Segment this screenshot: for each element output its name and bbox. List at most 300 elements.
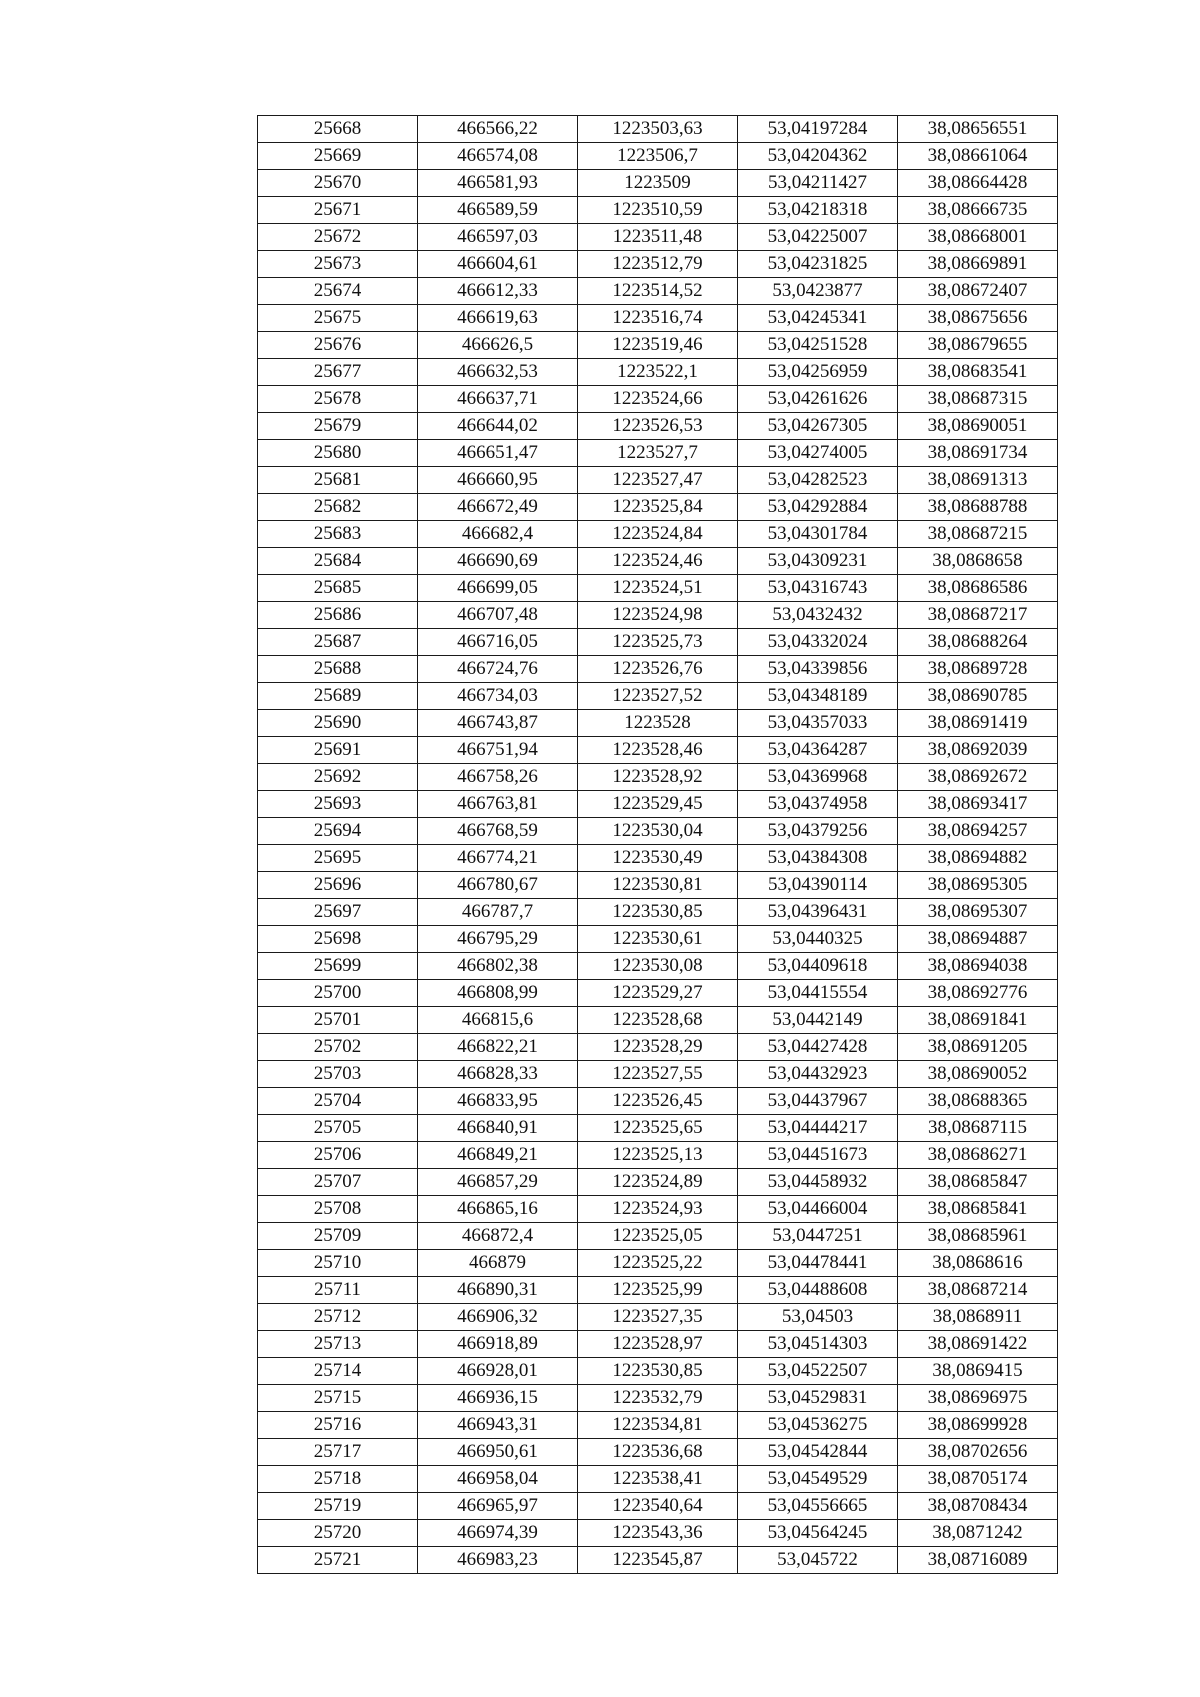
table-row	[258, 1439, 1058, 1466]
x-coordinate-cell: 466682,4	[418, 521, 578, 548]
longitude-cell: 38,08690051	[898, 413, 1058, 440]
table-row	[258, 1007, 1058, 1034]
y-coordinate-cell: 1223528,29	[578, 1034, 738, 1061]
longitude-cell: 38,08661064	[898, 143, 1058, 170]
y-coordinate-cell: 1223526,76	[578, 656, 738, 683]
table-row	[258, 251, 1058, 278]
latitude-cell: 53,0423877	[738, 278, 898, 305]
x-coordinate-cell: 466815,6	[418, 1007, 578, 1034]
y-coordinate-cell: 1223524,89	[578, 1169, 738, 1196]
point-number-cell: 25720	[258, 1520, 418, 1547]
point-number-cell: 25709	[258, 1223, 418, 1250]
latitude-cell: 53,0447251	[738, 1223, 898, 1250]
x-coordinate-cell: 466637,71	[418, 386, 578, 413]
longitude-cell: 38,08685961	[898, 1223, 1058, 1250]
y-coordinate-cell: 1223512,79	[578, 251, 738, 278]
point-number-cell: 25691	[258, 737, 418, 764]
y-coordinate-cell: 1223524,98	[578, 602, 738, 629]
point-number-cell: 25713	[258, 1331, 418, 1358]
x-coordinate-cell: 466724,76	[418, 656, 578, 683]
longitude-cell: 38,08691734	[898, 440, 1058, 467]
x-coordinate-cell: 466644,02	[418, 413, 578, 440]
latitude-cell: 53,04364287	[738, 737, 898, 764]
table-row	[258, 521, 1058, 548]
table-row	[258, 440, 1058, 467]
table-row	[258, 1547, 1058, 1574]
longitude-cell: 38,08699928	[898, 1412, 1058, 1439]
latitude-cell: 53,04458932	[738, 1169, 898, 1196]
y-coordinate-cell: 1223514,52	[578, 278, 738, 305]
latitude-cell: 53,045722	[738, 1547, 898, 1574]
y-coordinate-cell: 1223526,45	[578, 1088, 738, 1115]
y-coordinate-cell: 1223530,04	[578, 818, 738, 845]
point-number-cell: 25688	[258, 656, 418, 683]
y-coordinate-cell: 1223528,97	[578, 1331, 738, 1358]
y-coordinate-cell: 1223527,55	[578, 1061, 738, 1088]
longitude-cell: 38,08688365	[898, 1088, 1058, 1115]
x-coordinate-cell: 466950,61	[418, 1439, 578, 1466]
x-coordinate-cell: 466774,21	[418, 845, 578, 872]
longitude-cell: 38,08685847	[898, 1169, 1058, 1196]
latitude-cell: 53,04231825	[738, 251, 898, 278]
point-number-cell: 25697	[258, 899, 418, 926]
point-number-cell: 25682	[258, 494, 418, 521]
point-number-cell: 25693	[258, 791, 418, 818]
longitude-cell: 38,08708434	[898, 1493, 1058, 1520]
table-row	[258, 278, 1058, 305]
longitude-cell: 38,08702656	[898, 1439, 1058, 1466]
table-row	[258, 872, 1058, 899]
x-coordinate-cell: 466707,48	[418, 602, 578, 629]
point-number-cell: 25672	[258, 224, 418, 251]
longitude-cell: 38,08685841	[898, 1196, 1058, 1223]
table-row	[258, 1331, 1058, 1358]
x-coordinate-cell: 466802,38	[418, 953, 578, 980]
latitude-cell: 53,04384308	[738, 845, 898, 872]
longitude-cell: 38,0869415	[898, 1358, 1058, 1385]
latitude-cell: 53,04339856	[738, 656, 898, 683]
longitude-cell: 38,08695307	[898, 899, 1058, 926]
latitude-cell: 53,04432923	[738, 1061, 898, 1088]
latitude-cell: 53,04549529	[738, 1466, 898, 1493]
longitude-cell: 38,08683541	[898, 359, 1058, 386]
y-coordinate-cell: 1223527,35	[578, 1304, 738, 1331]
table-row	[258, 764, 1058, 791]
latitude-cell: 53,04374958	[738, 791, 898, 818]
x-coordinate-cell: 466589,59	[418, 197, 578, 224]
table-row	[258, 1304, 1058, 1331]
table-row	[258, 629, 1058, 656]
x-coordinate-cell: 466808,99	[418, 980, 578, 1007]
longitude-cell: 38,08694257	[898, 818, 1058, 845]
x-coordinate-cell: 466983,23	[418, 1547, 578, 1574]
x-coordinate-cell: 466651,47	[418, 440, 578, 467]
longitude-cell: 38,08686586	[898, 575, 1058, 602]
point-number-cell: 25707	[258, 1169, 418, 1196]
longitude-cell: 38,08691205	[898, 1034, 1058, 1061]
point-number-cell: 25700	[258, 980, 418, 1007]
longitude-cell: 38,08688788	[898, 494, 1058, 521]
y-coordinate-cell: 1223503,63	[578, 116, 738, 143]
table-row	[258, 386, 1058, 413]
longitude-cell: 38,08687215	[898, 521, 1058, 548]
y-coordinate-cell: 1223510,59	[578, 197, 738, 224]
y-coordinate-cell: 1223540,64	[578, 1493, 738, 1520]
y-coordinate-cell: 1223527,47	[578, 467, 738, 494]
y-coordinate-cell: 1223524,66	[578, 386, 738, 413]
x-coordinate-cell: 466833,95	[418, 1088, 578, 1115]
longitude-cell: 38,08664428	[898, 170, 1058, 197]
longitude-cell: 38,08690052	[898, 1061, 1058, 1088]
x-coordinate-cell: 466828,33	[418, 1061, 578, 1088]
latitude-cell: 53,04369968	[738, 764, 898, 791]
point-number-cell: 25694	[258, 818, 418, 845]
table-row	[258, 1223, 1058, 1250]
table-row	[258, 1412, 1058, 1439]
y-coordinate-cell: 1223525,05	[578, 1223, 738, 1250]
latitude-cell: 53,04316743	[738, 575, 898, 602]
x-coordinate-cell: 466619,63	[418, 305, 578, 332]
latitude-cell: 53,04564245	[738, 1520, 898, 1547]
latitude-cell: 53,04466004	[738, 1196, 898, 1223]
longitude-cell: 38,08656551	[898, 116, 1058, 143]
point-number-cell: 25676	[258, 332, 418, 359]
table-row	[258, 1466, 1058, 1493]
y-coordinate-cell: 1223528,68	[578, 1007, 738, 1034]
point-number-cell: 25701	[258, 1007, 418, 1034]
latitude-cell: 53,0432432	[738, 602, 898, 629]
point-number-cell: 25668	[258, 116, 418, 143]
y-coordinate-cell: 1223526,53	[578, 413, 738, 440]
x-coordinate-cell: 466690,69	[418, 548, 578, 575]
x-coordinate-cell: 466566,22	[418, 116, 578, 143]
point-number-cell: 25671	[258, 197, 418, 224]
longitude-cell: 38,08692672	[898, 764, 1058, 791]
x-coordinate-cell: 466974,39	[418, 1520, 578, 1547]
y-coordinate-cell: 1223519,46	[578, 332, 738, 359]
table-body	[258, 116, 1058, 1574]
x-coordinate-cell: 466780,67	[418, 872, 578, 899]
longitude-cell: 38,08691313	[898, 467, 1058, 494]
longitude-cell: 38,08666735	[898, 197, 1058, 224]
x-coordinate-cell: 466872,4	[418, 1223, 578, 1250]
y-coordinate-cell: 1223506,7	[578, 143, 738, 170]
x-coordinate-cell: 466751,94	[418, 737, 578, 764]
y-coordinate-cell: 1223529,27	[578, 980, 738, 1007]
x-coordinate-cell: 466865,16	[418, 1196, 578, 1223]
latitude-cell: 53,04503	[738, 1304, 898, 1331]
point-number-cell: 25712	[258, 1304, 418, 1331]
table-row	[258, 1115, 1058, 1142]
latitude-cell: 53,04437967	[738, 1088, 898, 1115]
latitude-cell: 53,04488608	[738, 1277, 898, 1304]
x-coordinate-cell: 466795,29	[418, 926, 578, 953]
x-coordinate-cell: 466660,95	[418, 467, 578, 494]
y-coordinate-cell: 1223530,85	[578, 1358, 738, 1385]
y-coordinate-cell: 1223530,85	[578, 899, 738, 926]
point-number-cell: 25719	[258, 1493, 418, 1520]
y-coordinate-cell: 1223543,36	[578, 1520, 738, 1547]
y-coordinate-cell: 1223525,99	[578, 1277, 738, 1304]
latitude-cell: 53,04348189	[738, 683, 898, 710]
latitude-cell: 53,04332024	[738, 629, 898, 656]
longitude-cell: 38,0868658	[898, 548, 1058, 575]
longitude-cell: 38,08691841	[898, 1007, 1058, 1034]
longitude-cell: 38,08686271	[898, 1142, 1058, 1169]
y-coordinate-cell: 1223527,7	[578, 440, 738, 467]
point-number-cell: 25686	[258, 602, 418, 629]
point-number-cell: 25706	[258, 1142, 418, 1169]
table-row	[258, 494, 1058, 521]
coordinates-table	[257, 115, 1058, 1574]
latitude-cell: 53,04282523	[738, 467, 898, 494]
point-number-cell: 25710	[258, 1250, 418, 1277]
longitude-cell: 38,08672407	[898, 278, 1058, 305]
latitude-cell: 53,04256959	[738, 359, 898, 386]
x-coordinate-cell: 466857,29	[418, 1169, 578, 1196]
table-row	[258, 1034, 1058, 1061]
table-row	[258, 1250, 1058, 1277]
table-row	[258, 791, 1058, 818]
latitude-cell: 53,04529831	[738, 1385, 898, 1412]
x-coordinate-cell: 466604,61	[418, 251, 578, 278]
x-coordinate-cell: 466758,26	[418, 764, 578, 791]
point-number-cell: 25714	[258, 1358, 418, 1385]
table-row	[258, 1493, 1058, 1520]
x-coordinate-cell: 466879	[418, 1250, 578, 1277]
point-number-cell: 25679	[258, 413, 418, 440]
latitude-cell: 53,04390114	[738, 872, 898, 899]
x-coordinate-cell: 466965,97	[418, 1493, 578, 1520]
y-coordinate-cell: 1223530,61	[578, 926, 738, 953]
longitude-cell: 38,08693417	[898, 791, 1058, 818]
point-number-cell: 25699	[258, 953, 418, 980]
longitude-cell: 38,08691422	[898, 1331, 1058, 1358]
point-number-cell: 25681	[258, 467, 418, 494]
table-row	[258, 656, 1058, 683]
latitude-cell: 53,04478441	[738, 1250, 898, 1277]
y-coordinate-cell: 1223524,93	[578, 1196, 738, 1223]
table-row	[258, 467, 1058, 494]
y-coordinate-cell: 1223509	[578, 170, 738, 197]
table-row	[258, 602, 1058, 629]
point-number-cell: 25692	[258, 764, 418, 791]
x-coordinate-cell: 466890,31	[418, 1277, 578, 1304]
table-row	[258, 116, 1058, 143]
y-coordinate-cell: 1223536,68	[578, 1439, 738, 1466]
latitude-cell: 53,04292884	[738, 494, 898, 521]
latitude-cell: 53,04556665	[738, 1493, 898, 1520]
table-row	[258, 953, 1058, 980]
latitude-cell: 53,04309231	[738, 548, 898, 575]
y-coordinate-cell: 1223530,08	[578, 953, 738, 980]
longitude-cell: 38,08668001	[898, 224, 1058, 251]
longitude-cell: 38,08679655	[898, 332, 1058, 359]
y-coordinate-cell: 1223527,52	[578, 683, 738, 710]
latitude-cell: 53,04267305	[738, 413, 898, 440]
y-coordinate-cell: 1223525,84	[578, 494, 738, 521]
latitude-cell: 53,04245341	[738, 305, 898, 332]
table-row	[258, 737, 1058, 764]
y-coordinate-cell: 1223529,45	[578, 791, 738, 818]
point-number-cell: 25683	[258, 521, 418, 548]
latitude-cell: 53,04444217	[738, 1115, 898, 1142]
longitude-cell: 38,08696975	[898, 1385, 1058, 1412]
point-number-cell: 25684	[258, 548, 418, 575]
longitude-cell: 38,08694882	[898, 845, 1058, 872]
longitude-cell: 38,08687214	[898, 1277, 1058, 1304]
table-row	[258, 710, 1058, 737]
latitude-cell: 53,04197284	[738, 116, 898, 143]
x-coordinate-cell: 466597,03	[418, 224, 578, 251]
point-number-cell: 25702	[258, 1034, 418, 1061]
x-coordinate-cell: 466787,7	[418, 899, 578, 926]
longitude-cell: 38,0871242	[898, 1520, 1058, 1547]
longitude-cell: 38,08695305	[898, 872, 1058, 899]
table-row	[258, 899, 1058, 926]
point-number-cell: 25708	[258, 1196, 418, 1223]
point-number-cell: 25670	[258, 170, 418, 197]
longitude-cell: 38,08675656	[898, 305, 1058, 332]
table-row	[258, 683, 1058, 710]
table-row	[258, 818, 1058, 845]
x-coordinate-cell: 466768,59	[418, 818, 578, 845]
latitude-cell: 53,04415554	[738, 980, 898, 1007]
x-coordinate-cell: 466822,21	[418, 1034, 578, 1061]
table-row	[258, 1169, 1058, 1196]
latitude-cell: 53,04514303	[738, 1331, 898, 1358]
longitude-cell: 38,08694038	[898, 953, 1058, 980]
point-number-cell: 25669	[258, 143, 418, 170]
y-coordinate-cell: 1223524,84	[578, 521, 738, 548]
longitude-cell: 38,08694887	[898, 926, 1058, 953]
table-row	[258, 926, 1058, 953]
y-coordinate-cell: 1223525,13	[578, 1142, 738, 1169]
latitude-cell: 53,04211427	[738, 170, 898, 197]
table-row	[258, 170, 1058, 197]
x-coordinate-cell: 466743,87	[418, 710, 578, 737]
longitude-cell: 38,08691419	[898, 710, 1058, 737]
longitude-cell: 38,08687115	[898, 1115, 1058, 1142]
table-row	[258, 359, 1058, 386]
y-coordinate-cell: 1223538,41	[578, 1466, 738, 1493]
longitude-cell: 38,08692039	[898, 737, 1058, 764]
latitude-cell: 53,04261626	[738, 386, 898, 413]
x-coordinate-cell: 466699,05	[418, 575, 578, 602]
point-number-cell: 25703	[258, 1061, 418, 1088]
table-row	[258, 143, 1058, 170]
x-coordinate-cell: 466958,04	[418, 1466, 578, 1493]
x-coordinate-cell: 466626,5	[418, 332, 578, 359]
latitude-cell: 53,04218318	[738, 197, 898, 224]
x-coordinate-cell: 466612,33	[418, 278, 578, 305]
y-coordinate-cell: 1223524,51	[578, 575, 738, 602]
x-coordinate-cell: 466581,93	[418, 170, 578, 197]
point-number-cell: 25696	[258, 872, 418, 899]
x-coordinate-cell: 466928,01	[418, 1358, 578, 1385]
point-number-cell: 25721	[258, 1547, 418, 1574]
point-number-cell: 25717	[258, 1439, 418, 1466]
table-row	[258, 845, 1058, 872]
point-number-cell: 25704	[258, 1088, 418, 1115]
latitude-cell: 53,04427428	[738, 1034, 898, 1061]
table-row	[258, 332, 1058, 359]
x-coordinate-cell: 466632,53	[418, 359, 578, 386]
y-coordinate-cell: 1223545,87	[578, 1547, 738, 1574]
table-row	[258, 1385, 1058, 1412]
point-number-cell: 25675	[258, 305, 418, 332]
table-row	[258, 980, 1058, 1007]
longitude-cell: 38,0868911	[898, 1304, 1058, 1331]
point-number-cell: 25678	[258, 386, 418, 413]
latitude-cell: 53,04409618	[738, 953, 898, 980]
x-coordinate-cell: 466763,81	[418, 791, 578, 818]
table-row	[258, 197, 1058, 224]
table-row	[258, 1196, 1058, 1223]
x-coordinate-cell: 466849,21	[418, 1142, 578, 1169]
y-coordinate-cell: 1223525,65	[578, 1115, 738, 1142]
table-row	[258, 1277, 1058, 1304]
x-coordinate-cell: 466672,49	[418, 494, 578, 521]
table-row	[258, 413, 1058, 440]
table-row	[258, 1088, 1058, 1115]
y-coordinate-cell: 1223528,92	[578, 764, 738, 791]
x-coordinate-cell: 466918,89	[418, 1331, 578, 1358]
longitude-cell: 38,0868616	[898, 1250, 1058, 1277]
x-coordinate-cell: 466574,08	[418, 143, 578, 170]
y-coordinate-cell: 1223522,1	[578, 359, 738, 386]
point-number-cell: 25705	[258, 1115, 418, 1142]
table-row	[258, 224, 1058, 251]
latitude-cell: 53,04536275	[738, 1412, 898, 1439]
point-number-cell: 25677	[258, 359, 418, 386]
latitude-cell: 53,04357033	[738, 710, 898, 737]
table-row	[258, 1142, 1058, 1169]
longitude-cell: 38,08687217	[898, 602, 1058, 629]
table-row	[258, 575, 1058, 602]
x-coordinate-cell: 466840,91	[418, 1115, 578, 1142]
table-row	[258, 305, 1058, 332]
point-number-cell: 25689	[258, 683, 418, 710]
point-number-cell: 25680	[258, 440, 418, 467]
latitude-cell: 53,04274005	[738, 440, 898, 467]
longitude-cell: 38,08687315	[898, 386, 1058, 413]
longitude-cell: 38,08716089	[898, 1547, 1058, 1574]
point-number-cell: 25690	[258, 710, 418, 737]
point-number-cell: 25685	[258, 575, 418, 602]
latitude-cell: 53,04251528	[738, 332, 898, 359]
longitude-cell: 38,08689728	[898, 656, 1058, 683]
point-number-cell: 25674	[258, 278, 418, 305]
y-coordinate-cell: 1223534,81	[578, 1412, 738, 1439]
latitude-cell: 53,0440325	[738, 926, 898, 953]
point-number-cell: 25711	[258, 1277, 418, 1304]
point-number-cell: 25673	[258, 251, 418, 278]
longitude-cell: 38,08690785	[898, 683, 1058, 710]
point-number-cell: 25715	[258, 1385, 418, 1412]
latitude-cell: 53,04522507	[738, 1358, 898, 1385]
y-coordinate-cell: 1223528,46	[578, 737, 738, 764]
x-coordinate-cell: 466936,15	[418, 1385, 578, 1412]
x-coordinate-cell: 466943,31	[418, 1412, 578, 1439]
y-coordinate-cell: 1223525,22	[578, 1250, 738, 1277]
y-coordinate-cell: 1223528	[578, 710, 738, 737]
y-coordinate-cell: 1223524,46	[578, 548, 738, 575]
latitude-cell: 53,04396431	[738, 899, 898, 926]
table-row	[258, 1061, 1058, 1088]
table-row	[258, 1358, 1058, 1385]
x-coordinate-cell: 466716,05	[418, 629, 578, 656]
